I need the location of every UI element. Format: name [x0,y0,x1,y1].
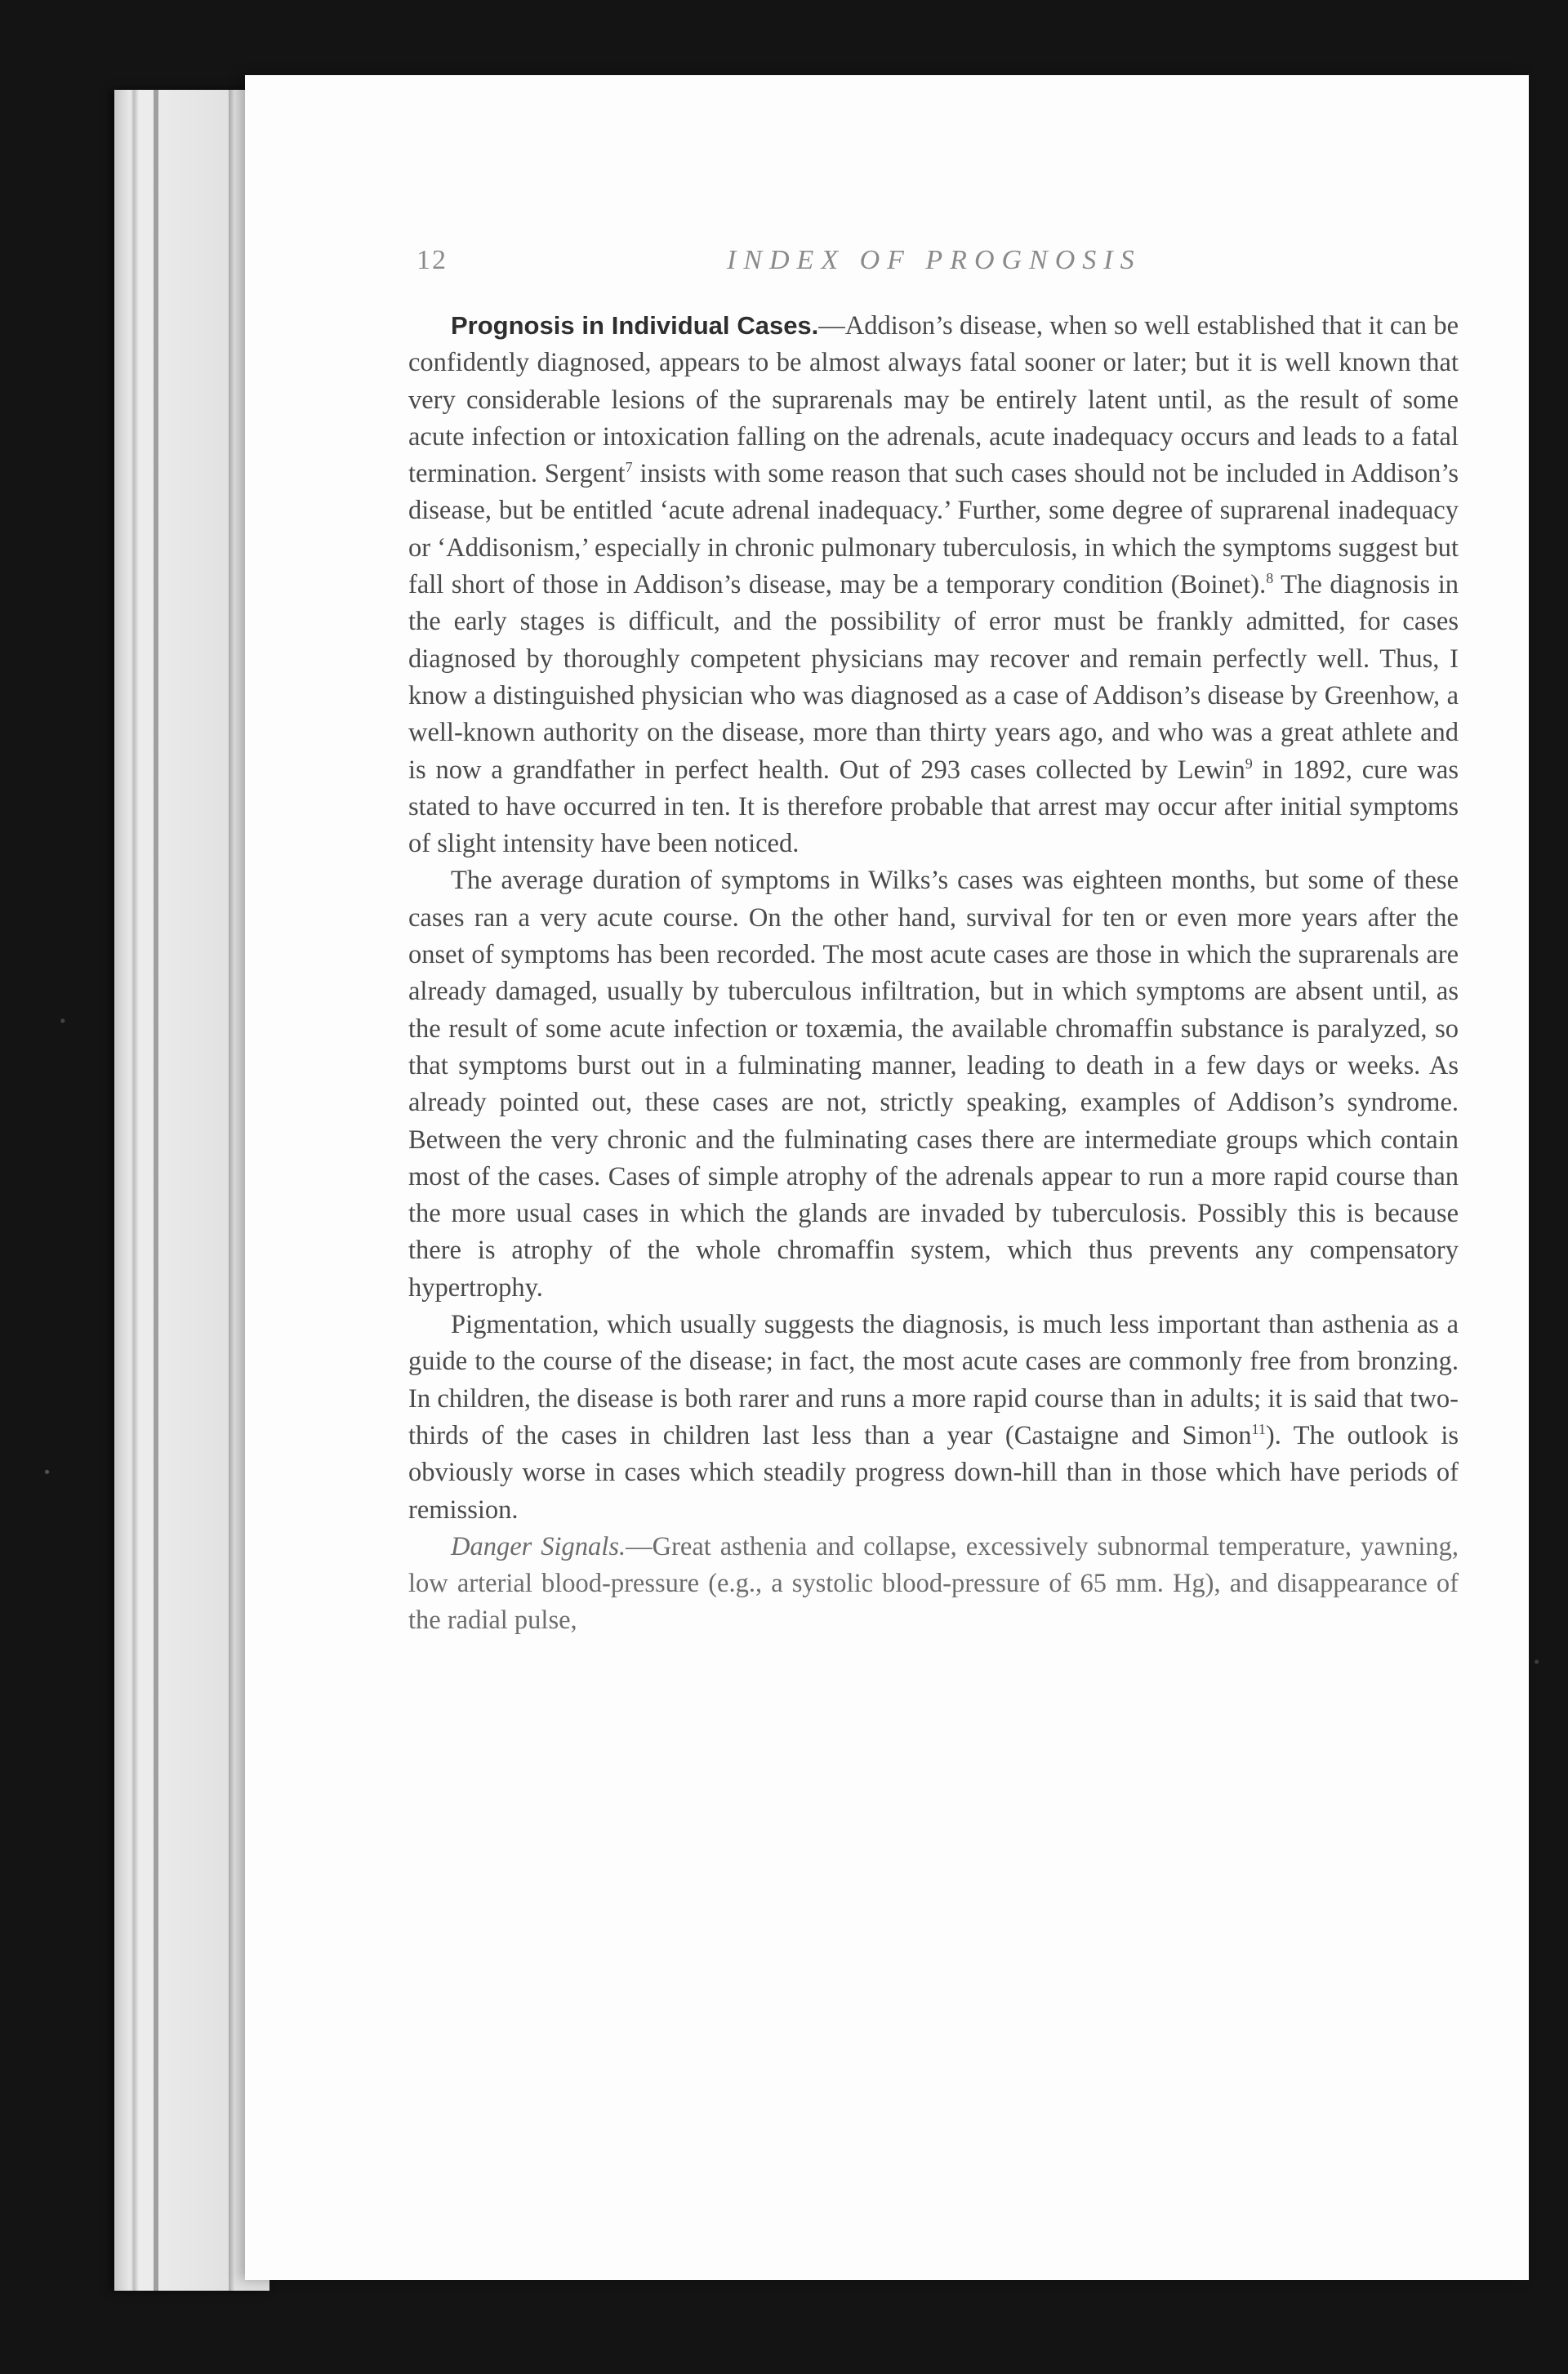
page-number: 12 [416,245,448,275]
paragraph-text: ). The outlook is obviously worse in cases which steadily progress down-hill than in those which have periods of remission. [408,1420,1459,1525]
paragraph-text: Pigmentation, which usually suggests the diagnosis, is much less important than asthenia as a guide to the course of the disease; in fact, the most acute cases are commonly free from bronzing. In children, the disease is both rarer and runs a more rapid course than in adults; it is said that two-thirds of the cases in children last less than a year (Castaigne and Simon [408,1310,1459,1450]
section-heading: Prognosis in Individual Cases. [451,311,819,340]
paragraph-text: The diagnosis in the early stages is difficult, and the possibility of error must be frankly admitted, for cases diagnosed by thoroughly competent physicians may recover and remain perfectly well. Thus, I know a distinguished physician who was diagnosed as a case of Addison’s disease by Greenhow, a well-known authority on the disease, more than thirty years ago, and who was a great athlete and is now a grandfather in perfect health. Out of 293 cases collected by Lewin [408,570,1459,785]
body-text [408,307,1459,1640]
footnote-ref: 11 [1251,1421,1266,1438]
paragraph-duration: The average duration of symptoms in Wilks’s cases was eighteen months, but some of these cases ran a very acute course. On the other hand, survival for ten or even more years after the onset of symptoms has been recorded. The most acute cases are those in which the suprarenals are already damaged, usually by tuberculous infiltration, but in which symptoms are absent until, as the result of some acute infection or toxæmia, the available chromaffin substance is paralyzed, so that symptoms burst out in a fulminating manner, leading to death in a few days or weeks. As already pointed out, these cases are not, strictly speaking, examples of Addison’s syndrome. Between the very chronic and the fulminating cases there are intermediate groups which contain most of the cases. Cases of simple atrophy of the adrenals appear to run a more rapid course than the more usual cases in which the glands are invaded by tuberculosis. Possibly this is because there is atrophy of the whole chromaffin system, which thus prevents any compensatory hypertrophy. [408,866,1459,1303]
paragraph-text: in 1892, cure was stated to have occurred in ten. It is therefore probable that arrest may occur after initial symptoms of slight intensity have been noticed. [408,755,1459,859]
danger-signals-heading: Danger Signals. [451,1531,626,1561]
running-title: INDEX OF PROGNOSIS [727,245,1142,275]
paragraph-danger-signals [408,1529,1459,1640]
paragraph-pigmentation [408,1307,1459,1529]
running-head [416,245,1462,278]
paragraph-text: insists with some reason that such cases should not be included in Addison’s disease, but be entitled ‘acute adrenal inadequacy.’ Further, some degree of suprarenal inadequacy or ‘Addisonism,’ especially in chronic pulmonary tuberculosis, in which the symptoms suggest but fall short of those in Addison’s disease, may be a temporary condition (Boinet). [408,459,1459,600]
footnote-ref: 9 [1245,755,1253,772]
paragraph-text: —Addison’s disease, when so well established that it can be confidently diagnosed, appears to be almost always fatal sooner or later; but it is well known that very considerable lesions of the suprarenals may be entirely latent until, as the result of some acute infection or intoxication falling on the adrenals, acute inadequacy occurs and leads to a fatal termination. Sergent [408,311,1459,489]
footnote-ref: 8 [1266,570,1274,587]
paragraph-prognosis [408,307,1459,862]
footnote-ref: 7 [625,459,633,476]
paragraph-text: —Great asthenia and collapse, excessively subnormal temperature, yawning, low arterial blood-pressure (e.g., a systolic blood-pressure of 65 mm. Hg), and disappearance of the radial pulse, [408,1531,1459,1636]
